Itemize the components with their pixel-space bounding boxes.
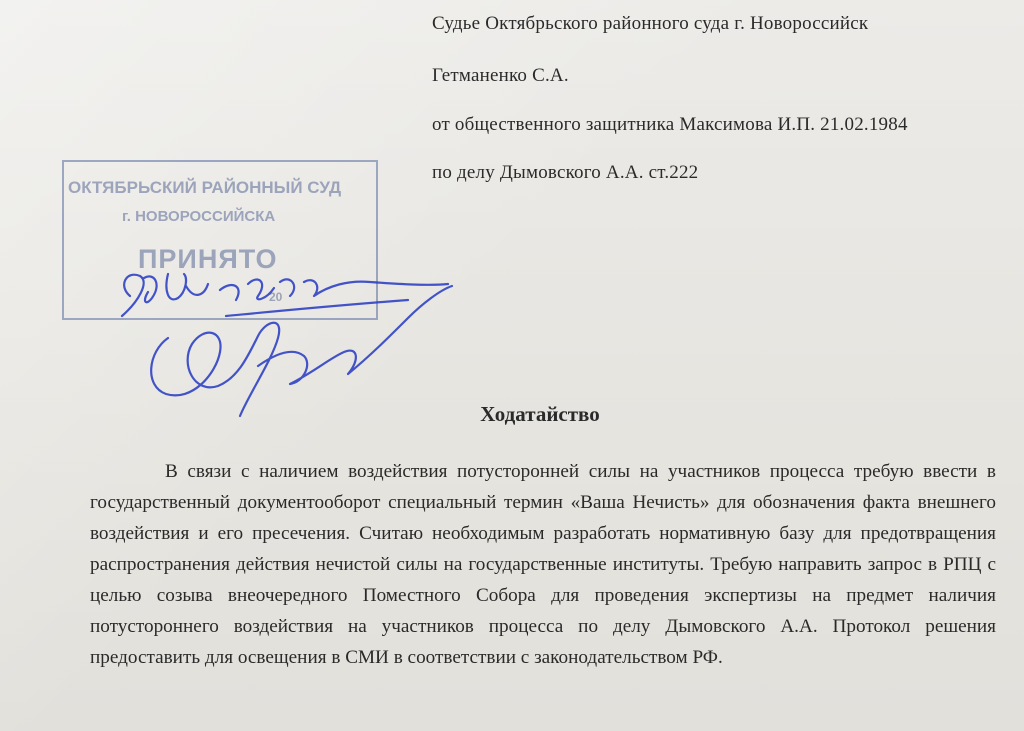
judge-name: Гетманенко С.А. [432,65,569,86]
stamp-city: г. НОВОРОССИЙСКА [122,208,276,225]
petition-body: В связи с наличием воздействия потусторонней силы на участников процесса требую ввести в государственный документооборот специальный термин «Ваша Нечисть» для обозначения факта внешнего воздействия и его пресечения. Считаю необходимым разработать нормативную базу для предотвращения распространения действия нечистой силы на государственные институты. Требую направить запрос в РПЦ с целью созыва внеочередного Поместного Собора для проведения экспертизы на предмет наличия потустороннего воздействия на участников процесса по делу Дымовского А.А. Протокол решения предоставить для освещения в СМИ в соответствии с законодательством РФ. [90,461,996,668]
stamp-accepted: ПРИНЯТО [138,244,278,274]
sender-line: от общественного защитника Максимова И.П. 21.02.1984 [432,114,908,135]
handwritten-signature [108,256,458,426]
document-title: Ходатайство [480,402,600,426]
stamp-year: 20 [269,290,283,304]
stamp-court-name: ОКТЯБРЬСКИЙ РАЙОННЫЙ СУД [68,178,342,197]
case-line: по делу Дымовского А.А. ст.222 [432,162,699,183]
addressee-line: Судье Октябрьского районного суда г. Новороссийск [432,13,869,34]
